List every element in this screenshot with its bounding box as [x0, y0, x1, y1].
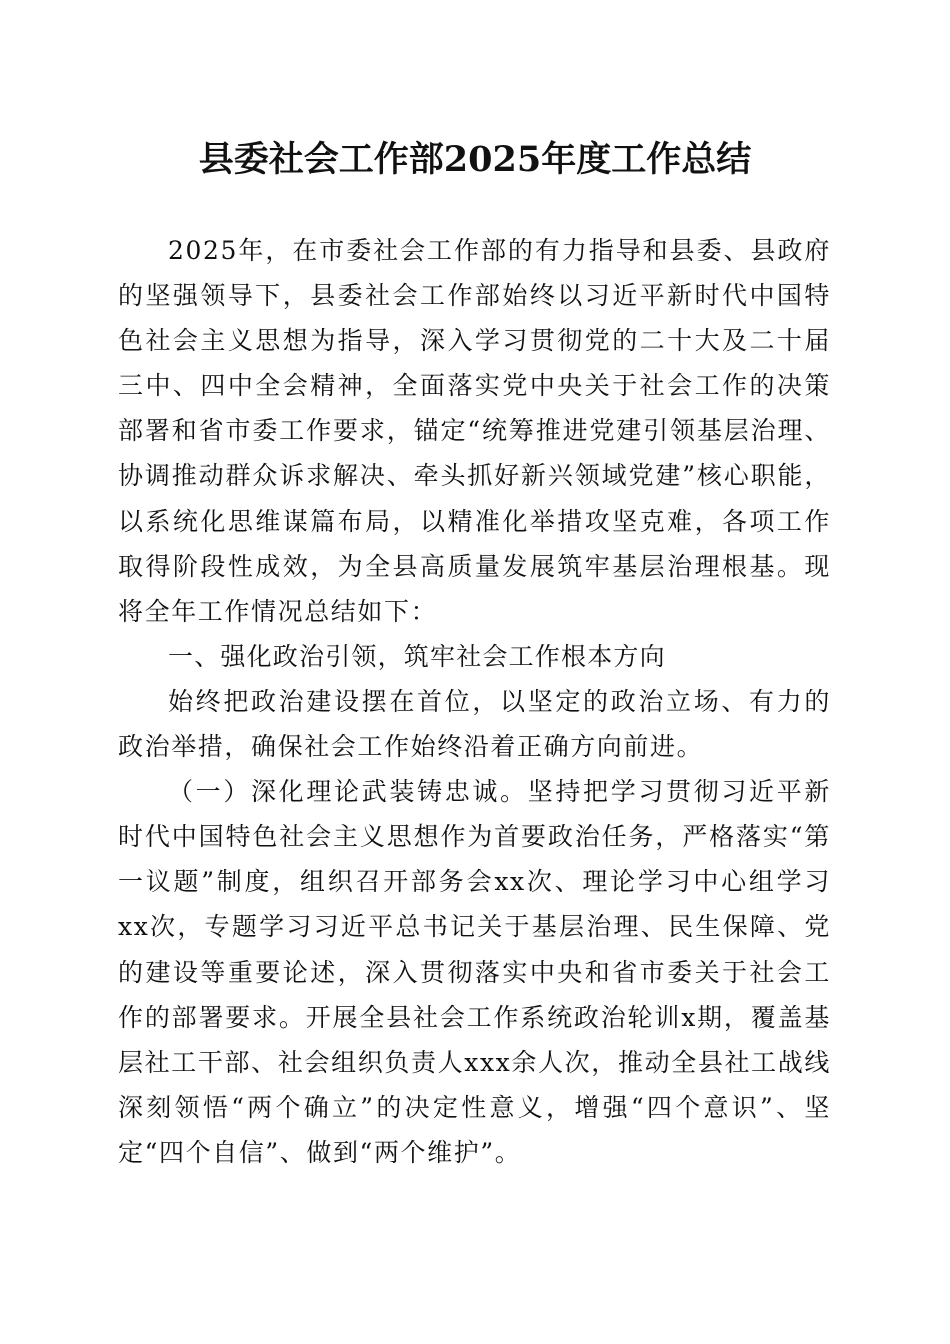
document-title: 县委社会工作部2025年度工作总结: [198, 139, 752, 180]
intro-paragraph: 2025年，在市委社会工作部的有力指导和县委、县政府的坚强领导下，县委社会工作部始终以习近平新时代中国特色社会主义思想为指导，深入学习贯彻党的二十大及二十届三中、四中全会精神，全面落实党中央关于社会工作的决策部署和省市委工作要求，锚定“统筹推进党建引领基层治理、协调推动群众诉求解决、牵头抓好新兴领域党建”核心职能，以系统化思维谋篇布局，以精准化举措攻坚克难，各项工作取得阶段性成效，为全县高质量发展筑牢基层治理根基。现将全年工作情况总结如下：: [118, 236, 831, 626]
section-intro-paragraph: 始终把政治建设摆在首位，以坚定的政治立场、有力的政治举措，确保社会工作始终沿着正确方向前进。: [118, 686, 831, 762]
document-body: [118, 228, 831, 1175]
subsection-paragraph-1: （一）深化理论武装铸忠诚。坚持把学习贯彻习近平新时代中国特色社会主义思想作为首要政治任务，严格落实“第一议题”制度，组织召开部务会xx次、理论学习中心组学习xx次，专题学习习近平总书记关于基层治理、民生保障、党的建设等重要论述，深入贯彻落实中央和省市委关于社会工作的部署要求。开展全县社会工作系统政治轮训x期，覆盖基层社工干部、社会组织负责人xxx余人次，推动全县社工战线深刻领悟“两个确立”的决定性意义，增强“四个意识”、坚定“四个自信”、做到“两个维护”。: [118, 777, 831, 1167]
section-heading-1: 一、强化政治引领，筑牢社会工作根本方向: [168, 641, 666, 671]
